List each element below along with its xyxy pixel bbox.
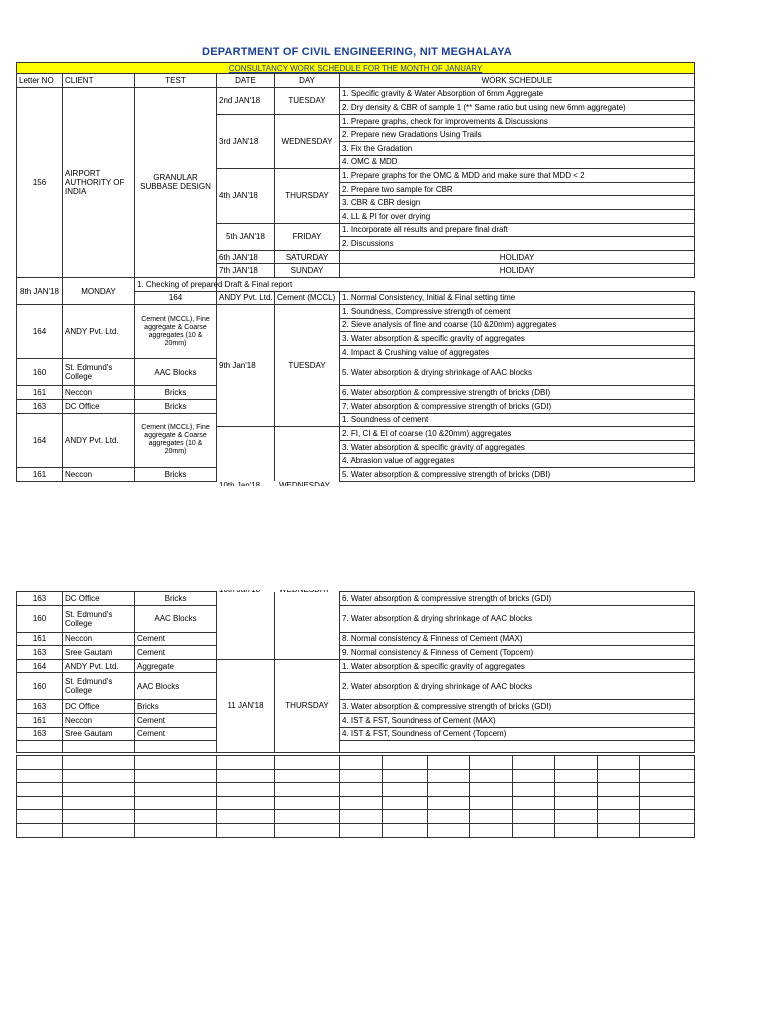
schedule-cell: 4. OMC & MDD [340, 155, 695, 169]
client-cell: Sree Gautam [63, 646, 135, 660]
header-row [17, 74, 695, 88]
schedule-cell: 5. Water absorption & compressive strength of bricks (DBI) [340, 468, 695, 482]
schedule-cell: 3. Water absorption & compressive strength of bricks (GDI) [340, 700, 695, 714]
client-cell: DC Office [63, 700, 135, 714]
schedule-cell: 8. Normal consistency & Finness of Cement (MAX) [340, 632, 695, 646]
header-day: DAY [275, 74, 340, 88]
letter-no-cell: 163 [17, 592, 63, 606]
test-cell: AAC Blocks [135, 359, 217, 386]
header-test: TEST [135, 74, 217, 88]
test-cell: Bricks [135, 386, 217, 400]
schedule-cell: 1. Prepare graphs, check for improvements & Discussions [340, 114, 695, 128]
test-cell: Bricks [135, 700, 217, 714]
table-row [17, 386, 695, 400]
test-cell: Cement (MCCL), Fine aggregate & Coarse aggregates (10 & 20mm) [135, 413, 217, 467]
letter-no-cell: 163 [17, 400, 63, 414]
test-cell: Cement [135, 632, 217, 646]
letter-no-cell: 164 [17, 659, 63, 673]
letter-no-cell: 163 [17, 700, 63, 714]
schedule-cell: 2. Dry density & CBR of sample 1 (** Same ratio but using new 6mm aggregate) [340, 101, 695, 115]
table-row [17, 700, 695, 714]
table-row [17, 646, 695, 660]
empty-cell [17, 741, 63, 753]
schedule-cell: 1. Prepare graphs for the OMC & MDD and make sure that MDD < 2 [340, 169, 695, 183]
table-row [17, 413, 695, 427]
date-cell: 9th Jan'18 [217, 305, 275, 427]
schedule-cell: 1. Specific gravity & Water Absorption of 6mm Aggregate [340, 87, 695, 101]
table-row [17, 632, 695, 646]
date-cell: 2nd JAN'18 [217, 87, 275, 114]
letter-no-cell: 156 [17, 87, 63, 277]
test-cell: Cement [135, 727, 217, 741]
client-cell: DC Office [63, 400, 135, 414]
table-row [17, 659, 695, 673]
test-cell: Cement (MCCL), Fine aggregate & Coarse aggregates (10 & 20mm) [135, 305, 217, 359]
header-client: CLIENT [63, 74, 135, 88]
table-row [17, 741, 695, 753]
client-cell: ANDY Pvt. Ltd. [63, 659, 135, 673]
schedule-cell: 3. CBR & CBR design [340, 196, 695, 210]
test-cell: Bricks [135, 400, 217, 414]
letter-no-cell: 161 [17, 713, 63, 727]
date-cell: 4th JAN'18 [217, 169, 275, 223]
client-cell: Neccon [63, 713, 135, 727]
schedule-cell: 3. Fix the Gradation [340, 141, 695, 155]
letter-no-cell: 161 [17, 468, 63, 482]
day-cell: SATURDAY [275, 250, 340, 264]
schedule-cell: 1. Normal Consistency, Initial & Final setting time [340, 291, 695, 305]
day-cell: THURSDAY [275, 659, 340, 752]
schedule-cell: 2. Prepare new Gradations Using Trails [340, 128, 695, 142]
table-row [17, 605, 695, 632]
schedule-cell: 2. FI, CI & EI of coarse (10 &20mm) aggregates [340, 427, 695, 441]
day-cell: THURSDAY [275, 169, 340, 223]
day-cell [275, 592, 340, 660]
client-cell: Neccon [63, 386, 135, 400]
schedule-cell: 4. Impact & Crushing value of aggregates [340, 345, 695, 359]
schedule-cell: 2. Prepare two sample for CBR [340, 182, 695, 196]
table-row [17, 673, 695, 700]
schedule-cell: 2. Water absorption & drying shrinkage of AAC blocks [340, 673, 695, 700]
schedule-cell: 3. Water absorption & specific gravity of aggregates [340, 440, 695, 454]
empty-row [17, 823, 695, 837]
date-cell: 5th JAN'18 [217, 223, 275, 250]
date-cell: 7th JAN'18 [217, 264, 275, 278]
day-cell: SUNDAY [275, 264, 340, 278]
client-cell: Sree Gautam [63, 727, 135, 741]
client-cell: St. Edmund's College [63, 605, 135, 632]
client-cell: DC Office [63, 592, 135, 606]
day-cell: WEDNESDAY [275, 114, 340, 168]
page-title: DEPARTMENT OF CIVIL ENGINEERING, NIT MEGHALAYA [202, 46, 512, 58]
schedule-cell: 4. IST & FST, Soundness of Cement (Topcem) [340, 727, 695, 741]
empty-row [17, 810, 695, 824]
schedule-cell: 3. Water absorption & specific gravity of aggregates [340, 332, 695, 346]
schedule-cell: 1. Checking of prepared Draft & Final report [135, 277, 217, 291]
test-cell: Cement [135, 646, 217, 660]
table-row [17, 727, 695, 741]
empty-row [17, 756, 695, 770]
holiday-cell: HOLIDAY [340, 264, 695, 278]
letter-no-cell: 164 [135, 291, 217, 305]
header-letter-no: Letter NO [17, 74, 63, 88]
date-cell: 8th JAN'18 [17, 277, 63, 304]
schedule-cell: 4. Abrasion value of aggregates [340, 454, 695, 468]
letter-no-cell: 160 [17, 673, 63, 700]
page-break-mask [0, 580, 768, 590]
client-cell: St. Edmund's College [63, 359, 135, 386]
header-date: DATE [217, 74, 275, 88]
schedule-cell: 4. IST & FST, Soundness of Cement (MAX) [340, 713, 695, 727]
test-cell: Aggregate [135, 659, 217, 673]
day-cell: FRIDAY [275, 223, 340, 250]
empty-grid [16, 755, 695, 838]
schedule-cell: 6. Water absorption & compressive strength of bricks (GDI) [340, 592, 695, 606]
client-cell: St. Edmund's College [63, 673, 135, 700]
schedule-cell: 1. Soundness of cement [340, 413, 695, 427]
schedule-banner: CONSULTANCY WORK SCHEDULE FOR THE MONTH OF JANUARY [17, 63, 695, 74]
schedule-table-page2 [16, 591, 695, 753]
letter-no-cell: 164 [17, 305, 63, 359]
table-row [17, 400, 695, 414]
empty-row [17, 783, 695, 797]
table-row [17, 359, 695, 386]
test-cell: GRANULAR SUBBASE DESIGN [135, 87, 217, 277]
test-cell: Bricks [135, 592, 217, 606]
day-cell: MONDAY [63, 277, 135, 304]
client-cell: ANDY Pvt. Ltd. [217, 291, 275, 305]
table-row [17, 305, 695, 319]
holiday-cell: HOLIDAY [340, 250, 695, 264]
schedule-cell: 1. Incorporate all results and prepare final draft [340, 223, 695, 237]
schedule-cell: 7. Water absorption & compressive strength of bricks (GDI) [340, 400, 695, 414]
test-cell: Bricks [135, 468, 217, 482]
schedule-cell: 6. Water absorption & compressive strength of bricks (DBI) [340, 386, 695, 400]
empty-row [17, 769, 695, 783]
client-cell: AIRPORT AUTHORITY OF INDIA [63, 87, 135, 277]
date-cell [217, 427, 275, 481]
schedule-cell: 9. Normal consistency & Finness of Cement (Topcem) [340, 646, 695, 660]
schedule-table-page1 [16, 62, 695, 482]
table-row [17, 592, 695, 606]
table-row [17, 277, 695, 291]
empty-cell [63, 741, 135, 753]
date-cell: 3rd JAN'18 [217, 114, 275, 168]
test-cell: AAC Blocks [135, 605, 217, 632]
schedule-cell: 1. Water absorption & specific gravity of aggregates [340, 659, 695, 673]
letter-no-cell: 163 [17, 646, 63, 660]
client-cell: Neccon [63, 468, 135, 482]
table-row [17, 713, 695, 727]
schedule-cell: 4. LL & PI for over drying [340, 209, 695, 223]
day-cell: TUESDAY [275, 305, 340, 427]
date-cell: 6th JAN'18 [217, 250, 275, 264]
test-cell: AAC Blocks [135, 673, 217, 700]
page-break [0, 486, 768, 586]
table-row [17, 87, 695, 101]
schedule-cell: 2. Discussions [340, 237, 695, 251]
schedule-cell: 5. Water absorption & drying shrinkage of AAC blocks [340, 359, 695, 386]
letter-no-cell: 161 [17, 386, 63, 400]
day-cell [275, 427, 340, 481]
test-cell: Cement [135, 713, 217, 727]
schedule-cell: 1. Soundness, Compressive strength of cement [340, 305, 695, 319]
letter-no-cell: 163 [17, 727, 63, 741]
empty-cell [340, 741, 695, 753]
letter-no-cell: 161 [17, 632, 63, 646]
client-cell: Neccon [63, 632, 135, 646]
letter-no-cell: 160 [17, 359, 63, 386]
schedule-cell: 7. Water absorption & drying shrinkage of AAC blocks [340, 605, 695, 632]
day-cell: TUESDAY [275, 87, 340, 114]
letter-no-cell: 164 [17, 413, 63, 467]
date-cell: 11 JAN'18 [217, 659, 275, 752]
table-row [17, 468, 695, 482]
schedule-cell: 2. Sieve analysis of fine and coarse (10 &20mm) aggregates [340, 318, 695, 332]
empty-row [17, 796, 695, 810]
client-cell: ANDY Pvt. Ltd. [63, 305, 135, 359]
empty-cell [135, 741, 217, 753]
letter-no-cell: 160 [17, 605, 63, 632]
date-cell [217, 592, 275, 660]
test-cell: Cement (MCCL) [275, 291, 340, 305]
client-cell: ANDY Pvt. Ltd. [63, 413, 135, 467]
header-schedule: WORK SCHEDULE [340, 74, 695, 88]
